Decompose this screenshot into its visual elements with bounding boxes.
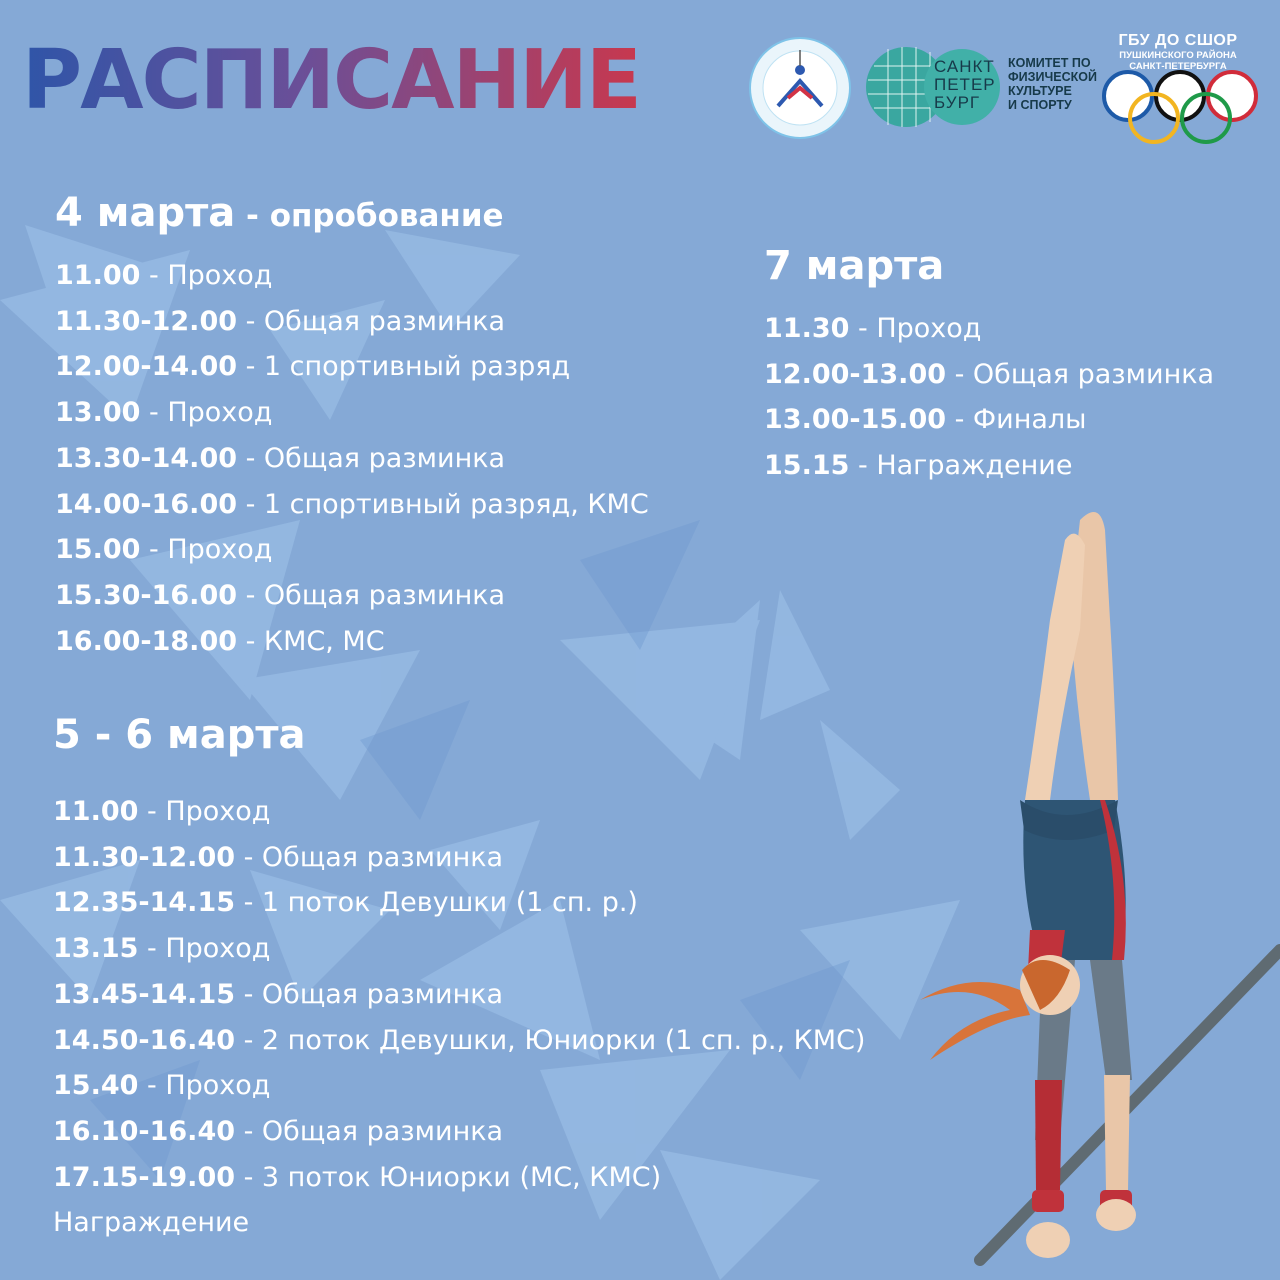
- row-time: 12.00-14.00: [55, 351, 238, 383]
- day-date: 4 марта: [55, 190, 236, 236]
- schedule-row: [53, 1155, 865, 1201]
- spb-line: САНКТ: [934, 57, 995, 76]
- row-time: 12.35-14.15: [53, 887, 236, 919]
- row-time: 14.50-16.40: [53, 1024, 236, 1056]
- schedule-row: [764, 397, 1214, 443]
- row-text: - Проход: [140, 397, 273, 429]
- schedule-row: [55, 436, 649, 482]
- row-text: - 1 спортивный разряд, КМС: [237, 488, 649, 520]
- gymnast-illustration: [900, 500, 1280, 1280]
- schedule-row: [53, 972, 865, 1018]
- row-text: - Проход: [138, 933, 271, 965]
- row-time: 13.45-14.15: [53, 978, 236, 1010]
- row-text: Награждение: [53, 1207, 250, 1239]
- row-text: - 1 спортивный разряд: [237, 351, 571, 383]
- schedule-row: [53, 1018, 865, 1064]
- row-time: 15.15: [764, 450, 850, 482]
- schedule-row: [55, 527, 649, 573]
- row-text: - Финалы: [946, 404, 1087, 436]
- row-time: 11.30-12.00: [53, 841, 236, 873]
- committee-line: КУЛЬТУРЕ: [1008, 84, 1072, 98]
- row-text: - Проход: [140, 260, 273, 291]
- schedule-row: [764, 352, 1214, 398]
- row-time: 13.30-14.00: [55, 442, 238, 474]
- school-name: ГБУ ДО СШОР: [1118, 32, 1238, 49]
- row-time: 17.15-19.00: [53, 1161, 236, 1193]
- schedule-row: [53, 1063, 865, 1109]
- row-text: - 3 поток Юниорки (МС, КМС): [235, 1161, 662, 1193]
- row-time: 16.10-16.40: [53, 1115, 236, 1147]
- schedule-row: [55, 619, 649, 665]
- schedule-day-3: [764, 243, 1215, 489]
- schedule-row: [55, 573, 649, 619]
- row-time: 15.40: [53, 1070, 139, 1102]
- row-text: - Общая разминка: [235, 1115, 504, 1147]
- olympic-rings-icon: [1100, 66, 1260, 146]
- schedule-row: [55, 390, 649, 436]
- row-time: 16.00-18.00: [55, 625, 238, 657]
- row-text: - Общая разминка: [237, 579, 506, 611]
- schedule-row: [55, 344, 649, 390]
- spb-line: БУРГ: [934, 93, 981, 112]
- schedule-row: [55, 299, 649, 345]
- schedule-row: [53, 880, 865, 926]
- row-time: 15.30-16.00: [55, 579, 238, 611]
- spb-logo-text: [934, 58, 994, 112]
- row-text: - Общая разминка: [235, 841, 504, 873]
- schedule-row: [53, 926, 865, 972]
- row-time: 13.00-15.00: [764, 404, 947, 436]
- row-text: - Проход: [138, 1070, 271, 1102]
- day-heading: 5 - 6 марта: [53, 712, 306, 758]
- committee-line: КОМИТЕТ ПО: [1008, 56, 1091, 70]
- row-time: 13.00: [55, 397, 141, 429]
- row-time: 13.15: [53, 933, 139, 965]
- schedule-day-2: [53, 712, 866, 1246]
- committee-text: [1008, 56, 1097, 112]
- committee-line: И СПОРТУ: [1008, 98, 1072, 112]
- schedule-row: [764, 443, 1214, 489]
- row-text: - Проход: [140, 534, 273, 566]
- row-time: 14.00-16.00: [55, 488, 238, 520]
- schedule-row: [764, 306, 1214, 352]
- row-time: 11.30-12.00: [55, 305, 238, 337]
- spb-line: ПЕТЕР: [934, 75, 996, 94]
- row-text: - Награждение: [849, 450, 1073, 482]
- school-city: САНКТ-ПЕТЕРБУРГА: [1129, 61, 1227, 72]
- row-text: - Общая разминка: [235, 978, 504, 1010]
- row-text: - 1 поток Девушки (1 сп. р.): [235, 887, 638, 919]
- school-district: ПУШКИНСКОГО РАЙОНА: [1119, 50, 1237, 61]
- row-time: 11.00: [53, 796, 139, 827]
- day-heading: [55, 190, 649, 236]
- schedule-row: [53, 789, 865, 835]
- row-text: - Общая разминка: [237, 305, 506, 337]
- row-time: 11.00: [55, 260, 141, 291]
- federation-logo: [748, 36, 852, 140]
- row-text: - Проход: [849, 313, 982, 344]
- row-text: - КМС, МС: [237, 625, 385, 657]
- committee-line: ФИЗИЧЕСКОЙ: [1008, 70, 1097, 84]
- row-text: - 2 поток Девушки, Юниорки (1 сп. р., КМС): [235, 1024, 866, 1056]
- day-heading: 7 марта: [764, 243, 945, 289]
- schedule-row: [55, 482, 649, 528]
- schedule-row: [53, 1109, 865, 1155]
- page-title: РАСПИСАНИЕ: [22, 33, 640, 128]
- row-time: 11.30: [764, 313, 850, 344]
- row-time: 12.00-13.00: [764, 358, 947, 390]
- row-text: - Проход: [138, 796, 271, 827]
- row-text: - Общая разминка: [946, 358, 1215, 390]
- day-subtitle: - опробование: [235, 198, 504, 234]
- schedule-row: [53, 1200, 865, 1246]
- schedule-row: [55, 253, 649, 299]
- row-text: - Общая разминка: [237, 442, 506, 474]
- row-time: 15.00: [55, 534, 141, 566]
- schedule-day-1: [55, 190, 649, 664]
- schedule-row: [53, 835, 865, 881]
